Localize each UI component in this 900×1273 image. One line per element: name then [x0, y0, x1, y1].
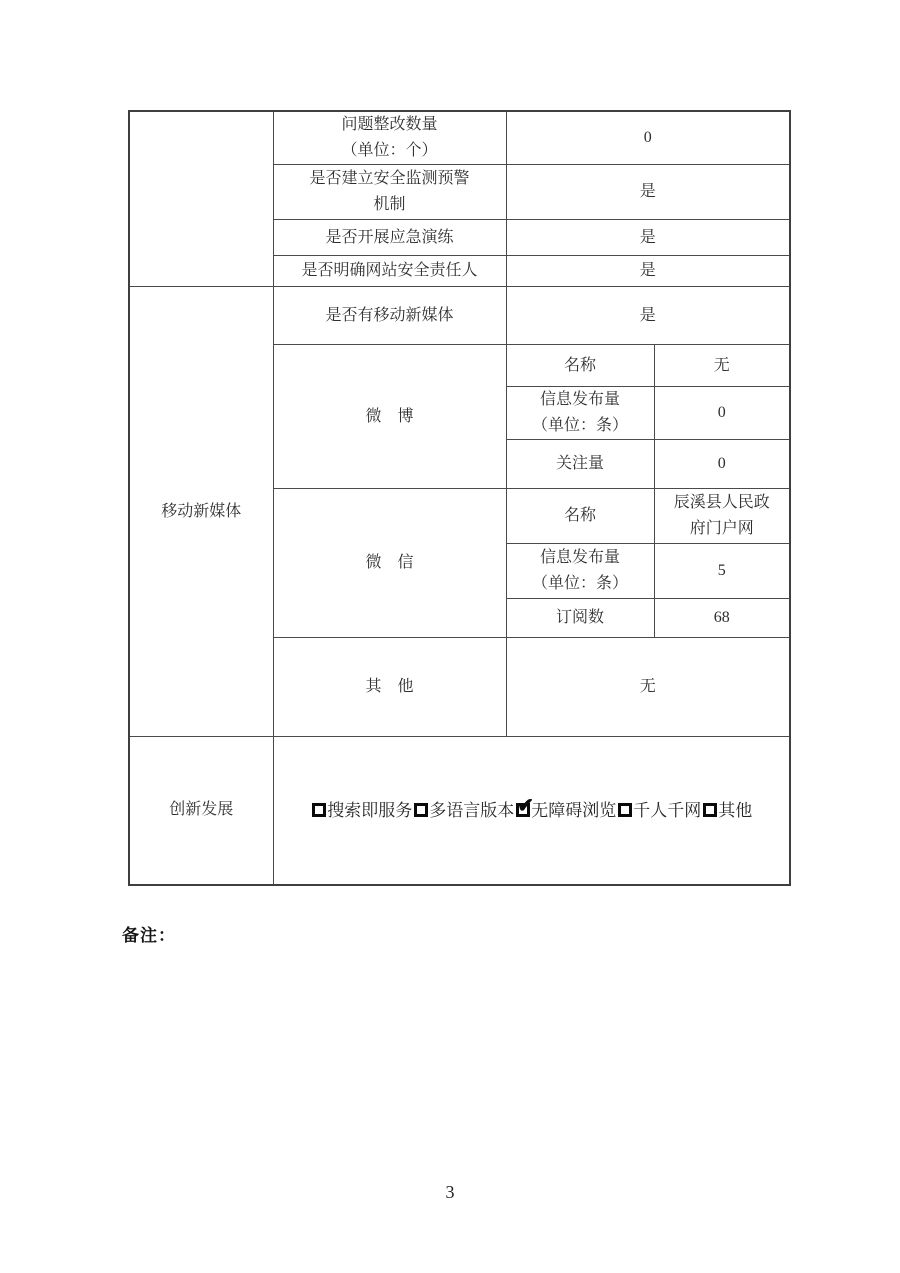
- page-number: 3: [445, 1182, 455, 1202]
- wechat-posts-label-line2: （单位：条）: [531, 575, 628, 592]
- innovation-option: [310, 797, 412, 824]
- annual-report-table: [128, 110, 791, 886]
- monitor-label-cell: [273, 165, 506, 220]
- mobile-media-section-cell: 移动新媒体: [129, 287, 273, 737]
- innovation-options-cell: [273, 737, 790, 885]
- other-media-label-cell: 其 他: [273, 638, 506, 737]
- weibo-posts-label-line2: （单位：条）: [531, 417, 628, 434]
- issue-fix-label-cell: [273, 111, 506, 165]
- wechat-label-cell: 微 信: [273, 489, 506, 638]
- drill-label-cell: 是否开展应急演练: [273, 220, 506, 256]
- issue-fix-value-cell: 0: [506, 111, 790, 165]
- innovation-section-cell: 创新发展: [129, 737, 273, 885]
- has-media-value-cell: 是: [506, 287, 790, 345]
- wechat-name-value-line1: 辰溪县人民政: [673, 494, 770, 511]
- wechat-posts-label-line1: 信息发布量: [539, 549, 620, 566]
- wechat-subscribers-value-cell: 68: [654, 599, 790, 638]
- weibo-followers-label-cell: 关注量: [506, 440, 654, 489]
- responsible-label-cell: 是否明确网站安全责任人: [273, 256, 506, 287]
- weibo-name-value-cell: 无: [654, 345, 790, 387]
- wechat-subscribers-label-cell: 订阅数: [506, 599, 654, 638]
- weibo-name-label-cell: 名称: [506, 345, 654, 387]
- responsible-value-cell: 是: [506, 256, 790, 287]
- weibo-posts-value-cell: 0: [654, 387, 790, 440]
- innovation-option-label: 多语言版本: [429, 800, 515, 820]
- weibo-label-cell: 微 博: [273, 345, 506, 489]
- wechat-posts-label-cell: [506, 544, 654, 599]
- note-label: 备注：: [122, 926, 176, 945]
- table-row: [129, 287, 790, 345]
- innovation-option: [616, 797, 701, 824]
- unchecked-checkbox-icon: [414, 803, 428, 817]
- wechat-name-value-cell: [654, 489, 790, 544]
- innovation-options: [278, 797, 786, 824]
- wechat-name-label-cell: 名称: [506, 489, 654, 544]
- innovation-option-label: 千人千网: [633, 800, 702, 820]
- innovation-option-label: 无障碍浏览: [531, 800, 617, 820]
- weibo-posts-label-cell: [506, 387, 654, 440]
- monitor-label-line1: 是否建立安全监测预警: [309, 170, 470, 187]
- weibo-followers-value-cell: 0: [654, 440, 790, 489]
- monitor-label-line2: 机制: [373, 196, 406, 213]
- wechat-posts-value-cell: 5: [654, 544, 790, 599]
- innovation-option: [412, 797, 514, 824]
- unchecked-checkbox-icon: [703, 803, 717, 817]
- innovation-option-label: 其他: [718, 800, 753, 820]
- innovation-option-label: 搜索即服务: [327, 800, 413, 820]
- has-media-label-cell: 是否有移动新媒体: [273, 287, 506, 345]
- unchecked-checkbox-icon: [312, 803, 326, 817]
- innovation-option: [514, 797, 616, 824]
- monitor-value-cell: 是: [506, 165, 790, 220]
- security-section-cell-empty: [129, 111, 273, 287]
- innovation-option: [701, 797, 752, 824]
- table-row: [129, 737, 790, 885]
- other-media-value-cell: 无: [506, 638, 790, 737]
- weibo-posts-label-line1: 信息发布量: [539, 391, 620, 408]
- unchecked-checkbox-icon: [618, 803, 632, 817]
- issue-fix-label-line2: （单位：个）: [341, 142, 438, 159]
- issue-fix-label-line1: 问题整改数量: [341, 116, 438, 133]
- table-row: [129, 111, 790, 165]
- wechat-name-value-line2: 府门户网: [689, 520, 754, 537]
- checked-checkbox-icon: [516, 803, 530, 817]
- drill-value-cell: 是: [506, 220, 790, 256]
